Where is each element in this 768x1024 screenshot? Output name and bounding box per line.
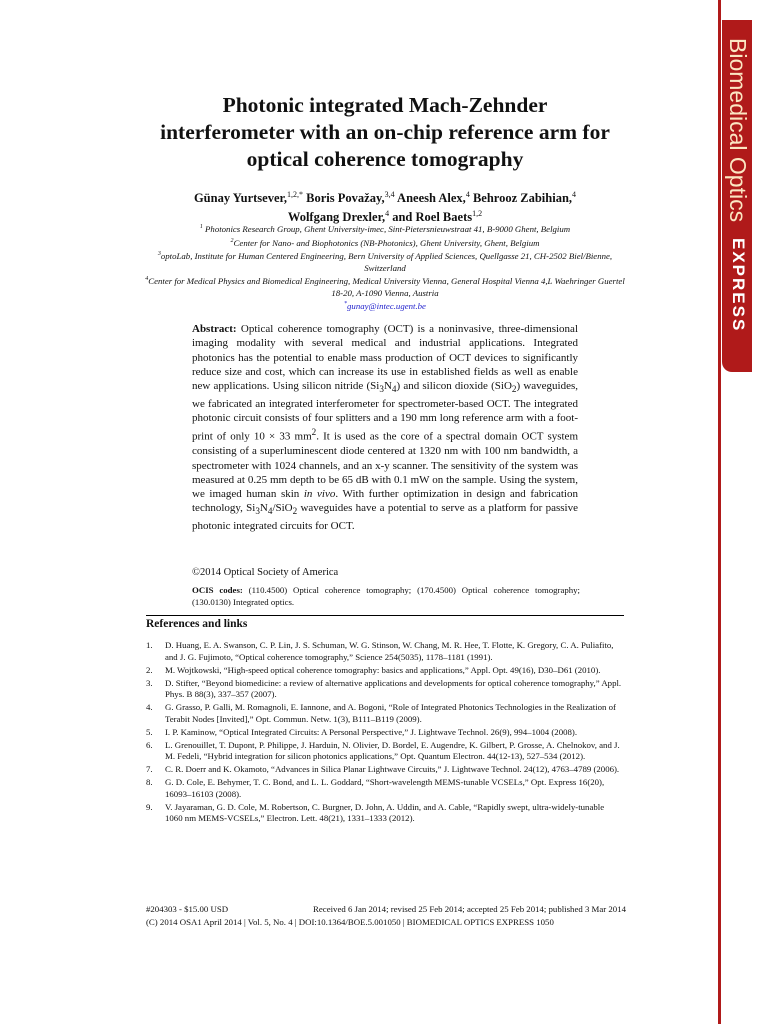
affiliation-text: Center for Nano- and Biophotonics (NB-Photonics), Ghent University, Ghent, Belgium <box>233 237 540 248</box>
page-footer <box>146 903 626 929</box>
paper-title <box>100 92 670 173</box>
reference-item <box>146 727 622 739</box>
title-line: interferometer with an on-chip reference arm for <box>160 120 610 144</box>
email-sup: * <box>344 301 348 308</box>
reference-text: D. Stifter, “Beyond biomedicine: a review of alternative applications and developments for optical coherence tomography,” Appl. Phys. B 88(3), 337–357 (2007). <box>165 677 622 699</box>
contact-email[interactable] <box>140 299 630 313</box>
reference-item <box>146 665 622 677</box>
reference-item <box>146 764 622 776</box>
reference-text: D. Huang, E. A. Swanson, C. P. Lin, J. S. Schuman, W. G. Stinson, W. Chang, M. R. Hee, T. Flotte, K. Gregory, C. A. Puliafito, and J. G. Fujimoto, “Optical coherence tomography,” Science 254(5035), 1178–1181 (1991). <box>165 640 614 662</box>
reference-item <box>146 678 622 701</box>
affiliation-sup: 2 <box>230 237 234 244</box>
email-link[interactable]: gunay@intec.ugent.be <box>347 301 426 312</box>
ocis-heading: OCIS codes: <box>192 585 243 595</box>
copyright-notice: ©2014 Optical Society of America <box>192 567 339 578</box>
abstract-heading: Abstract: <box>192 323 237 335</box>
abstract-text: N <box>383 380 392 393</box>
author-sup: 4 <box>465 190 470 199</box>
reference-text: G. D. Cole, E. Behymer, T. C. Bond, and L. L. Goddard, “Short-wavelength MEMS-tunable VCSELs,” Opt. Express 16(20), 16093–16103 (2008). <box>165 777 605 799</box>
reference-number: 2. <box>146 664 153 675</box>
journal-name <box>723 38 753 368</box>
author: Behrooz Zabihian, <box>469 191 573 206</box>
abstract-text: Optical coherence tomography (OCT) is a noninvasive, three-dimensional imaging modality with several medical and industrial applications. Integrated photonics has the potential to enable mass production of OCT devices to significantly reduce size and cost, which can increase its use in established fields as well as enable new applications. Using silicon nitride (Si <box>192 323 578 393</box>
reference-number: 8. <box>146 777 153 787</box>
reference-list <box>146 640 622 826</box>
affiliation <box>140 249 630 274</box>
article-price: #204303 - $15.00 USD <box>146 904 229 914</box>
author: Boris Považay, <box>303 191 385 206</box>
author: Wolfgang Drexler, <box>287 210 386 225</box>
publication-dates: Received 6 Jan 2014; revised 25 Feb 2014; accepted 25 Feb 2014; published 3 Mar 2014 <box>313 904 626 914</box>
reference-number: 5. <box>146 726 153 737</box>
abstract-text: . It is used as the core of a spectral domain OCT system consisting of a superluminescent diode centered at 1320 nm with 100 nm bandwidth, a spectrometer with 1024 channels, and an x-y scanner. The sensitivity of the system was measured at 0.25 mm depth to be 65 dB with 0.1 mW on the sample. Using the system, we imaged human skin <box>192 430 579 501</box>
affiliation-text: optoLab, Institute for Human Centered Engineering, Bern University of Applied Sciences, Quellgasse 21, CH-2502 Biel/Bienne, Switzerland <box>160 250 613 273</box>
reference-text: L. Grenouillet, T. Dupont, P. Philippe, J. Harduin, N. Olivier, D. Bordel, E. Augendre, K. Gilbert, P. Grosse, A. Chelnokov, and J. M. Fedeli, “Hybrid integration for silicon photonics applications,” Opt. Quantum Electron. 44(12-13), 527–534 (2012). <box>165 739 620 761</box>
affiliation-sup: 3 <box>157 251 161 258</box>
abstract-italic: in vivo <box>303 488 336 501</box>
author: and Roel Baets <box>389 210 473 225</box>
affiliation <box>140 274 630 299</box>
title-line: Photonic integrated Mach-Zehnder <box>222 93 548 117</box>
reference-text: G. Grasso, P. Galli, M. Romagnoli, E. Iannone, and A. Bogoni, “Role of Integrated Photonics Technologies in the Realization of Terabit Nodes [Invited],” Opt. Commun. Netw. 1(3), B111–B119 (2009). <box>165 702 616 724</box>
references-heading: References and links <box>146 618 248 630</box>
affiliation-text: Photonics Research Group, Ghent University-imec, Sint-Pietersnieuwstraat 41, B-9000 Ghent, Belgium <box>202 223 571 234</box>
journal-name-part2: EXPRESS <box>729 238 748 333</box>
journal-name-part1: Biomedical Optics <box>725 38 751 223</box>
reference-number: 3. <box>146 677 153 688</box>
abstract-text: ) and silicon dioxide (SiO <box>396 380 512 393</box>
reference-number: 9. <box>146 801 153 812</box>
section-divider <box>146 615 624 616</box>
reference-number: 6. <box>146 739 153 750</box>
reference-item <box>146 702 622 725</box>
affiliation-text: Center for Medical Physics and Biomedical Engineering, Medical University Vienna, General Hospital Vienna 4,L Waehringer Guertel 18-20, A-1090 Vienna, Austria <box>148 276 625 298</box>
abstract-text: . With further optimization in design and fabrication technology, Si <box>192 488 578 515</box>
reference-text: M. Wojtkowski, “High-speed optical coherence tomography: basics and applications,” Appl. Opt. 49(16), D30–D61 (2010). <box>165 664 601 675</box>
author-sup: 4 <box>385 209 390 219</box>
subscript: 2 <box>511 384 517 395</box>
affiliations <box>140 222 630 313</box>
affiliation-sup: 1 <box>199 224 203 230</box>
journal-band-line <box>718 0 721 1024</box>
subscript: 4 <box>391 384 397 395</box>
author-list <box>140 187 630 225</box>
affiliation-sup: 4 <box>145 276 149 283</box>
reference-text: V. Jayaraman, G. D. Cole, M. Robertson, C. Burgner, D. John, A. Uddin, and A. Cable, “Rapidly swept, ultra-widely-tunable 1060 nm MEMS-VCSELs,” Electron. Lett. 48(21), 1331–1333 (2012). <box>165 801 605 823</box>
abstract-text: /SiO <box>272 502 293 515</box>
ocis-codes <box>192 584 580 608</box>
author-sup: 4 <box>572 190 577 199</box>
author-sup: 1,2,* <box>287 190 304 199</box>
subscript: 2 <box>292 506 298 517</box>
affiliation <box>140 222 630 236</box>
reference-item <box>146 777 622 800</box>
affiliation <box>140 236 630 250</box>
subscript: 3 <box>255 506 260 517</box>
author: Günay Yurtsever, <box>193 191 288 206</box>
author: Aneesh Alex, <box>394 191 466 206</box>
reference-item <box>146 640 622 663</box>
reference-number: 7. <box>146 764 153 774</box>
author-sup: 1,2 <box>472 209 483 219</box>
reference-number: 1. <box>146 640 153 650</box>
subscript: 4 <box>267 506 273 517</box>
reference-number: 4. <box>146 702 153 712</box>
reference-text: C. R. Doerr and K. Okamoto, “Advances in Silica Planar Lightwave Circuits,” J. Lightwave Technol. 24(12), 4763–4789 (2006). <box>165 764 620 774</box>
ocis-text: (110.4500) Optical coherence tomography; (170.4500) Optical coherence tomography; (130.0130) Integrated optics. <box>192 585 581 607</box>
footer-row <box>146 903 626 916</box>
citation-line: (C) 2014 OSA1 April 2014 | Vol. 5, No. 4 | DOI:10.1364/BOE.5.001050 | BIOMEDICAL OPTICS EXPRESS 1050 <box>146 917 554 927</box>
abstract-text: N <box>259 502 268 515</box>
abstract <box>192 322 578 533</box>
superscript: 2 <box>311 427 317 438</box>
reference-text: I. P. Kaminow, “Optical Integrated Circuits: A Personal Perspective,” J. Lightwave Technol. 26(9), 994–1004 (2008). <box>165 726 578 737</box>
reference-item <box>146 740 622 763</box>
title-line: optical coherence tomography <box>246 147 524 171</box>
subscript: 3 <box>379 384 384 395</box>
abstract-text: ) waveguides, we fabricated an integrated interferometer for spectrometer-based OCT. The integrated photonic circuit consists of four splitters and a 190 mm long reference arm with a foot-print of only 10 × 33 mm <box>192 380 579 443</box>
abstract-text: waveguides have a potential to serve as a platform for passive photonic integrated circuits for OCT. <box>192 502 578 532</box>
reference-item <box>146 802 622 825</box>
author-sup: 3,4 <box>384 190 395 199</box>
